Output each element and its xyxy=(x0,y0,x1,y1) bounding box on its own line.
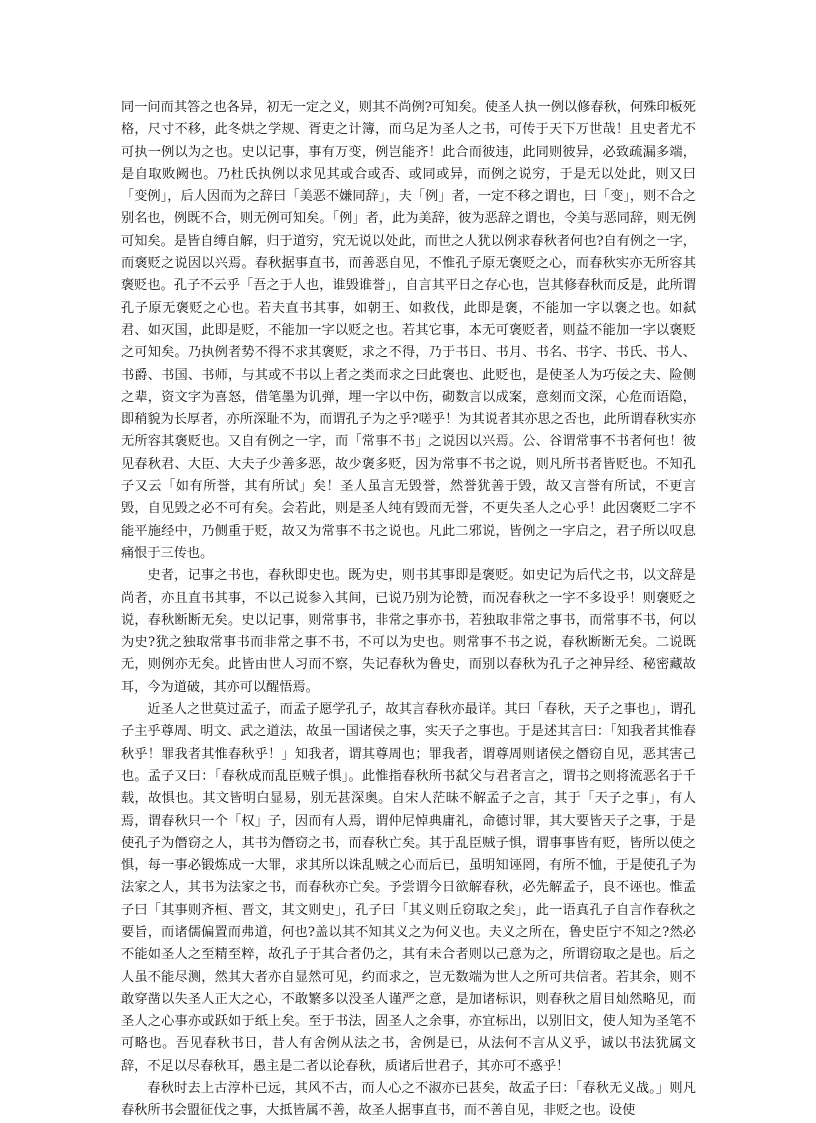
paragraph-2: 史者，记事之书也，春秋即史也。既为史，则书其事即是褒贬。如史记为后代之书，以文辞是尚者，亦且直书其事，不以己说参入其间，已说乃别为论赞，而况春秋之一字不多设乎！则褒贬之说，春秋断断无矣。史以记事，则常事书，非常之事亦书，若独取非常之事书，而常事不书，何以为史?犹之独取常事书而非常之事不书，不可以为史也。则常事不书之说，春秋断断无矣。二说既无，则例亦无矣。此皆由世人习而不察，失记春秋为鲁史，而别以春秋为孔子之神异经、秘密藏故耳，今为道破，其亦可以醒悟焉。 xyxy=(121,568,696,695)
paragraph-3: 近圣人之世莫过孟子，而孟子愿学孔子，故其言春秋亦最详。其曰「春秋，天子之事也」，谓孔子主乎尊周、明文、武之道法，故虽一国诸侯之事，实天子之事也。于是述其言曰：「知我者其惟春秋乎！罪我者其惟春秋乎！」知我者，谓其尊周也；罪我者，谓尊周则诸侯之僭窃自见，恶其害己也。孟子又曰：「春秋成而乱臣贼子惧」。此惟指春秋所书弑父与君者言之，谓书之则将流恶名于千载，故惧也。其文皆明白显易，别无甚深奥。自宋人茫昧不解孟子之言，其于「天子之事」，有人焉，谓春秋只一个「权」子，因而有人焉，谓仲尼悼典庸礼，命德讨罪，其大要皆天子之事，于是使孔子为僭窃之人，其书为僭窃之书，而春秋亡矣。其于乱臣贼子惧，谓事事皆有贬，皆所以使之惧，每一事必锻炼成一大罪，求其所以诛乱贼之心而后已，虽明知诬罔，有所不恤，于是使孔子为法家之人，其书为法家之书，而春秋亦亡矣。予尝谓今日欲解春秋，必先解孟子，良不诬也。惟孟子曰「其事则齐桓、晋文，其文则史」，孔子曰「其义则丘窃取之矣」，此一语真孔子自言作春秋之要旨，而诸儒偏置而弗道，何也?盖以其不知其义之为何义也。夫义之所在，鲁史臣宁不知之?然必不能如圣人之至精至粹，故孔子于其合者仍之，其有未合者则以己意为之，所谓窃取之是也。后之人虽不能尽测，然其大者亦自显然可见，约而求之，岂无数端为世人之所可共信者。若其余，则不敢穿凿以失圣人正大之心，不敢繁多以没圣人谨严之意，是加诸标识，则春秋之眉目灿然略见，而圣人之心事亦或跃如于纸上矣。至于书法，固圣人之余事，亦宜标出，以别旧文，使人知为圣笔不可略也。吾见春秋书日，昔人有舍例从法之书，舍例是已，从法何不言从义乎，诚以书法犹属文辞，不足以尽春秋耳，愚主是二者以论春秋，质诸后世君子，其亦可不惑乎！ xyxy=(121,702,696,1074)
paragraph-4: 春秋时去上古淳朴已远，其风不古，而人心之不淑亦已甚矣，故孟子曰：「春秋无义战。」则凡春秋所书会盟征伐之事，大抵皆属不善，故圣人据事直书，而不善自见，非贬之也。设使 xyxy=(121,1081,696,1119)
paragraph-1: 同一问而其答之也各异，初无一定之义，则其不尚例?可知矣。使圣人执一例以修春秋，何殊印板死格，尺寸不移，此冬烘之学规、胥吏之计簿，而乌足为圣人之书，可传于天下万世哉！且史者尤不可执一例以为之也。史以记事，事有万变，例岂能齐！此合而彼违，此同则彼异，必致疏漏多端，是自取败阙也。乃杜氏执例以求见其或合或否、或同或异，而例之说穷，于是无以处此，则又曰「变例」，后人因而为之辞曰「美恶不嫌同辞」，夫「例」者，一定不移之谓也，曰「变」，则不合之别名也，例既不合，则无例可知矣。「例」者，此为美辞，彼为恶辞之谓也，令美与恶同辞，则无例可知矣。是皆自缚自解，归于道穷，究无说以处此，而世之人犹以例求春秋者何也?自有例之一字，而褒贬之说因以兴焉。春秋据事直书，而善恶自见，不惟孔子原无褒贬之心，而春秋实亦无所容其褒贬也。孔子不云乎「吾之于人也，谁毁谁誉」，自言其平日之存心也，岂其修春秋而反是，此所谓孔子原无褒贬之心也。若夫直书其事，如朝王、如救伐，此即是褒，不能加一字以褒之也。如弑君、如灭国，此即是贬，不能加一字以贬之也。若其它事，本无可褒贬者，则益不能加一字以褒贬之可知矣。乃执例者势不得不求其褒贬，求之不得，乃于书日、书月、书名、书字、书氏、书人、书爵、书国、书师，与其或不书以上者之类而求之曰此褒也、此贬也，是使圣人为巧佞之夫、险侧之辈，资文字为喜怒，借笔墨为讥弹，埋一字以中伤，砌数言以成案，意刻而文深，心危而语隐，即稍貌为长厚者，亦所深耻不为，而谓孔子为之乎?嗟乎！为其说者其亦思之否也，此所谓春秋实亦无所容其褒贬也。又自有例之一字，而「常事不书」之说因以兴焉。公、谷谓常事不书者何也！彼见春秋君、大臣、大夫子少善多恶，故少褒多贬，因为常事不书之说，则凡所书者皆贬也。不知孔子又云「如有所誉，其有所试」矣！圣人虽言无毁誉，然誉犹善于毁，故又言誉有所试，不更言毁，自见毁之必不可有矣。会若此，则是圣人纯有毁而无誉，不更失圣人之心乎！此因褒贬二字不能平施经中，乃侧重于贬，故又为常事不书之说也。凡此二邪说，皆例之一字启之，君子所以叹息痛恨于三传也。 xyxy=(121,100,696,561)
document-page xyxy=(121,97,696,1123)
